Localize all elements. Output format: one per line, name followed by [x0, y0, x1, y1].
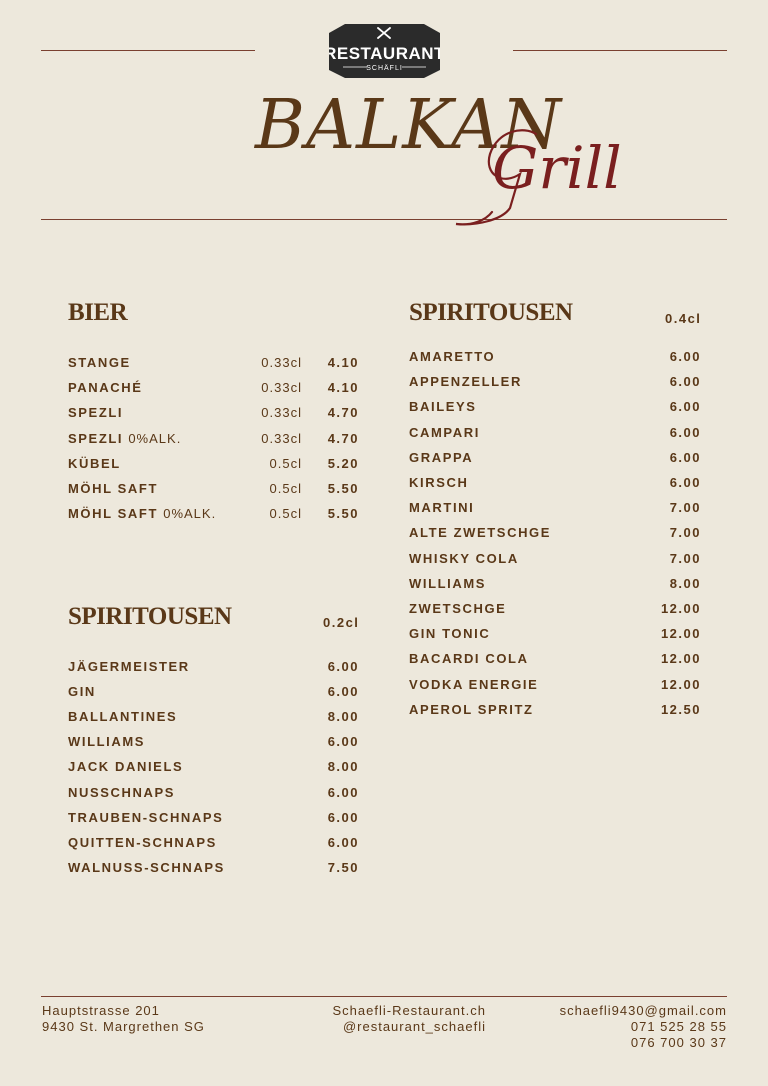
menu-item-volume: 0.33cl — [261, 405, 302, 421]
menu-item-name: QUITTEN-SCHNAPS — [68, 834, 217, 850]
logo-text: RESTAURANT — [329, 44, 440, 63]
menu-item-price: 12.00 — [660, 676, 701, 692]
menu-item-volume: 0.33cl — [261, 355, 302, 370]
menu-item-price: 4.10 — [327, 380, 359, 396]
menu-item-price: 4.70 — [327, 430, 359, 446]
menu-item-price: 6.00 — [669, 399, 701, 415]
menu-item-name: CAMPARI — [409, 424, 480, 440]
menu-item — [409, 398, 701, 416]
menu-item-price: 7.00 — [669, 550, 701, 566]
unit-label-spirits-large: 0.4cl — [665, 311, 702, 326]
menu-item — [409, 600, 701, 618]
menu-item-name: GRAPPA — [409, 449, 474, 465]
menu-item — [68, 658, 359, 676]
section-title-spirits-small: SPIRITOUSEN — [68, 603, 232, 630]
menu-item-price: 8.00 — [669, 575, 701, 591]
menu-item-name: ZWETSCHGE — [409, 601, 507, 616]
menu-item-name: APEROL SPRITZ — [409, 701, 534, 717]
menu-item-name: AMARETTO — [409, 349, 496, 364]
logo-subtext: SCHÄFLI — [366, 65, 403, 72]
menu-item-name: ALTE ZWETSCHGE — [409, 525, 552, 541]
section-title-spirits-large: SPIRITOUSEN — [409, 299, 573, 326]
menu-item-name: BACARDI COLA — [409, 651, 529, 667]
menu-item-note: 0%ALK. — [163, 506, 217, 522]
menu-item — [68, 505, 359, 523]
menu-item-price: 6.00 — [669, 475, 701, 490]
menu-item-price: 12.00 — [660, 651, 701, 667]
footer-rule — [41, 996, 727, 997]
address-street: Hauptstrasse 201 — [42, 1003, 160, 1018]
footer-web — [318, 1003, 486, 1035]
menu-item-name: KIRSCH — [409, 475, 469, 490]
unit-label-spirits-small: 0.2cl — [323, 615, 360, 630]
menu-item-price: 12.00 — [660, 626, 701, 642]
menu-item-name: APPENZELLER — [409, 374, 522, 390]
menu-item — [409, 449, 701, 467]
menu-item-price: 8.00 — [327, 709, 359, 725]
menu-item-price: 6.00 — [327, 809, 359, 825]
header-rule-left — [41, 50, 255, 51]
menu-item-price: 12.00 — [660, 601, 701, 616]
menu-item-price: 6.00 — [669, 449, 701, 465]
menu-item — [68, 404, 359, 422]
header-rule-right — [513, 50, 727, 51]
menu-item — [409, 424, 701, 442]
menu-item-price: 5.20 — [327, 455, 359, 471]
menu-item-volume: 0.33cl — [261, 380, 302, 396]
menu-item — [68, 430, 359, 448]
menu-item-price: 7.00 — [669, 525, 701, 541]
menu-item-price: 5.50 — [327, 481, 359, 496]
menu-item-name: TRAUBEN-SCHNAPS — [68, 809, 224, 825]
menu-item-name: PANACHÉ — [68, 380, 143, 396]
menu-item — [68, 379, 359, 397]
menu-item-note: 0%ALK. — [128, 430, 182, 446]
restaurant-logo — [329, 24, 440, 78]
menu-item — [409, 348, 701, 366]
menu-item-price: 7.50 — [327, 859, 359, 875]
menu-item — [409, 524, 701, 542]
section-title-bier: BIER — [68, 299, 128, 326]
menu-item-name: VODKA ENERGIE — [409, 676, 539, 692]
menu-item-price: 6.00 — [669, 349, 701, 364]
menu-item — [409, 499, 701, 517]
menu-item-name: MÖHL SAFT — [68, 481, 158, 496]
menu-item — [409, 550, 701, 568]
menu-item — [68, 834, 359, 852]
menu-item-name: GIN — [68, 684, 96, 700]
menu-item-name: WILLIAMS — [409, 575, 487, 591]
menu-item-name: SPEZLI 0%ALK. — [68, 430, 182, 446]
menu-item-name: SPEZLI — [68, 405, 124, 421]
menu-item — [68, 708, 359, 726]
phone-2[interactable]: 076 700 30 37 — [630, 1035, 727, 1050]
menu-item-volume: 0.33cl — [261, 430, 302, 446]
menu-item-price: 4.70 — [327, 405, 359, 421]
menu-item-name: WHISKY COLA — [409, 550, 519, 566]
menu-item-price: 6.00 — [327, 659, 359, 674]
menu-item-volume: 0.5cl — [269, 481, 302, 496]
footer-address — [42, 1003, 205, 1035]
menu-item — [68, 354, 359, 372]
website-link[interactable]: Schaefli-Restaurant.ch — [332, 1003, 486, 1018]
menu-item — [68, 683, 359, 701]
menu-item-volume: 0.5cl — [269, 506, 302, 522]
menu-item — [68, 455, 359, 473]
menu-item — [68, 480, 359, 498]
menu-item-price: 8.00 — [327, 759, 359, 775]
menu-item-volume: 0.5cl — [269, 455, 302, 471]
menu-item-price: 6.00 — [669, 424, 701, 440]
menu-item — [409, 474, 701, 492]
menu-item — [68, 758, 359, 776]
menu-item-name: MÖHL SAFT 0%ALK. — [68, 506, 217, 522]
menu-item — [68, 859, 359, 877]
menu-item-name: BAILEYS — [409, 399, 477, 415]
menu-item-price: 4.10 — [327, 355, 359, 370]
menu-item — [409, 575, 701, 593]
menu-item-name: WALNUSS-SCHNAPS — [68, 859, 225, 875]
menu-item-price: 7.00 — [669, 500, 701, 516]
menu-item-name: GIN TONIC — [409, 626, 491, 642]
menu-item-price: 6.00 — [327, 834, 359, 850]
menu-item — [68, 784, 359, 802]
phone-1[interactable]: 071 525 28 55 — [630, 1019, 727, 1034]
menu-item-price: 6.00 — [327, 784, 359, 800]
menu-item — [409, 650, 701, 668]
menu-item-name: JÄGERMEISTER — [68, 659, 190, 674]
menu-item — [68, 809, 359, 827]
menu-item-name: WILLIAMS — [68, 734, 146, 750]
menu-item-name: BALLANTINES — [68, 709, 178, 725]
menu-item — [409, 373, 701, 391]
menu-item-name: NUSSCHNAPS — [68, 784, 176, 800]
menu-item-price: 5.50 — [327, 506, 359, 522]
address-city: 9430 St. Margrethen SG — [42, 1019, 205, 1034]
menu-item-name: JACK DANIELS — [68, 759, 184, 775]
title-script — [446, 116, 646, 231]
menu-item — [409, 676, 701, 694]
email-link[interactable]: schaefli9430@gmail.com — [559, 1003, 727, 1018]
menu-item-price: 6.00 — [669, 374, 701, 390]
title-script-text: Grill — [492, 134, 622, 202]
instagram-handle[interactable]: @restaurant_schaefli — [342, 1019, 486, 1034]
menu-item — [409, 625, 701, 643]
menu-item-price: 12.50 — [660, 701, 701, 717]
title-main: BALKAN — [255, 86, 562, 165]
menu-item — [409, 701, 701, 719]
menu-item-name: MARTINI — [409, 500, 475, 516]
menu-item-name: STANGE — [68, 355, 131, 370]
footer-contact — [527, 1003, 727, 1051]
menu-item-price: 6.00 — [327, 734, 359, 750]
menu-item-name: KÜBEL — [68, 455, 121, 471]
menu-item — [68, 733, 359, 751]
menu-item-price: 6.00 — [327, 684, 359, 700]
